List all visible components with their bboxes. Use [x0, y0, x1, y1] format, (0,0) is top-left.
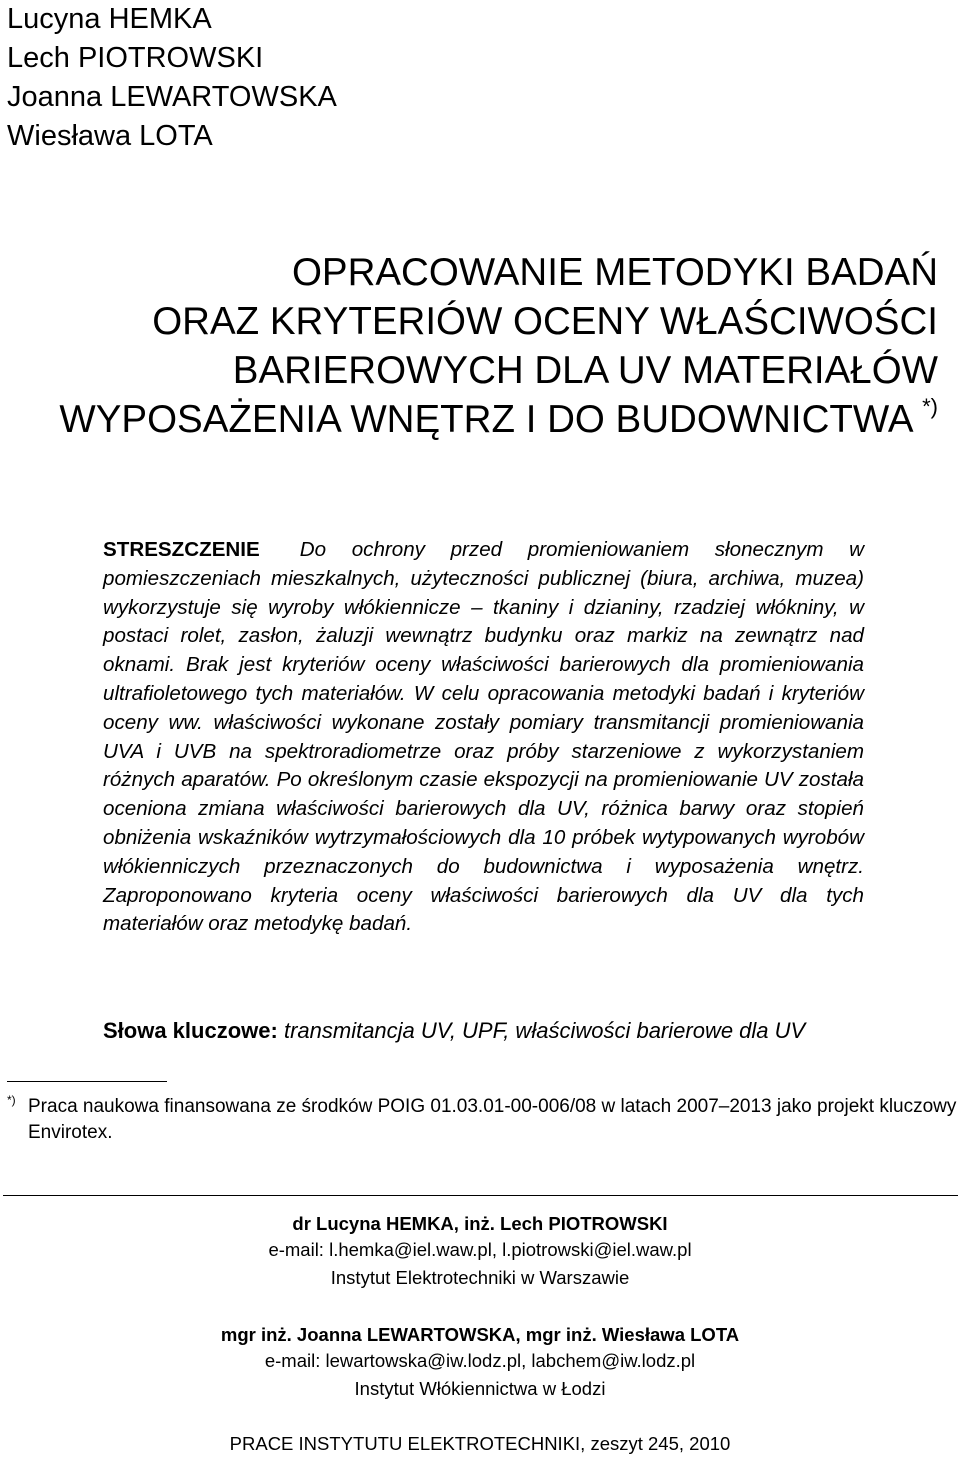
- keywords: [103, 1018, 805, 1044]
- affiliation-divider: [3, 1195, 958, 1196]
- footnote-divider: [7, 1081, 167, 1082]
- keywords-text: transmitancja UV, UPF, właściwości barierowe dla UV: [283, 1018, 806, 1043]
- footnote-mark-text: *): [7, 1093, 16, 1107]
- affiliation-block: [0, 1211, 960, 1291]
- affiliation-email: e-mail: lewartowska@iw.lodz.pl, labchem@iw.lodz.pl: [264, 1350, 696, 1371]
- title-line: BARIEROWYCH DLA UV MATERIAŁÓW: [232, 349, 938, 392]
- affiliation-institute: Instytut Włókiennictwa w Łodzi: [354, 1378, 606, 1399]
- affiliation-names: dr Lucyna HEMKA, inż. Lech PIOTROWSKI: [292, 1213, 668, 1234]
- author-name: Lucyna HEMKA: [7, 3, 212, 35]
- author-name: Lech PIOTROWSKI: [7, 42, 264, 74]
- title-line-text: WYPOSAŻENIA WNĘTRZ I DO BUDOWNICTWA: [59, 398, 912, 441]
- abstract-text-italic: Do ochrony przed promieniowaniem słonecznym w pomieszczeniach mieszkalnych, użyteczności publicznej (biura, archiwa, muzea) wykorzystuje się wyroby włókiennicze – tkaniny i dzianiny, rzadziej włókniny, w postaci rolet, zasłon, żaluzji wewnątrz budynku oraz markiz na zewnątrz nad oknami.: [103, 538, 864, 677]
- abstract-label: STRESZCZENIE: [103, 538, 260, 561]
- title-footnote-mark: *): [922, 394, 938, 419]
- footnote-text: Praca naukowa finansowana ze środków POIG 01.03.01-00-006/08 w latach 2007–2013 jako projekt kluczowy Envirotex.: [28, 1096, 957, 1143]
- abstract-text-continued: Brak jest kryteriów oceny właściwości barierowych dla promieniowania ultrafioletowego tych materiałów. W celu opracowania metodyki badań i kryteriów oceny ww. właściwości wykonane zostały pomiary transmitancji promieniowania UVA i UVB na spektroradiometrze oraz próby starzeniowe z wykorzystaniem różnych aparatów. Po określonym czasie ekspozycji na promieniowanie UV została oceniona zmiana właściwości barierowych dla UV, różnica barwy oraz stopień obniżenia wskaźników wytrzymałościowych dla 10 próbek wytypowanych wyrobów włókienniczych przeznaczonych do budownictwa i wyposażenia wnętrz. Zaproponowano kryteria oceny właściwości barierowych dla UV dla tych materiałów oraz metodykę badań.: [103, 653, 864, 936]
- affiliation-names: mgr inż. Joanna LEWARTOWSKA, mgr inż. Wiesława LOTA: [220, 1324, 740, 1345]
- affiliation-block: [0, 1322, 960, 1402]
- author-list: [7, 0, 337, 156]
- title-line-last: [8, 395, 938, 444]
- author-name: Wiesława LOTA: [7, 120, 213, 152]
- title-line: ORAZ KRYTERIÓW OCENY WŁAŚCIWOŚCI: [152, 300, 938, 343]
- journal-citation: PRACE INSTYTUTU ELEKTROTECHNIKI, zeszyt 245, 2010: [229, 1433, 731, 1454]
- keywords-label: Słowa kluczowe:: [103, 1018, 278, 1043]
- affiliation-email: e-mail: l.hemka@iel.waw.pl, l.piotrowski@iel.waw.pl: [268, 1239, 692, 1260]
- paper-title: [8, 248, 938, 444]
- footnote-mark: [7, 1094, 16, 1120]
- abstract: [103, 536, 864, 939]
- affiliation-institute: Instytut Elektrotechniki w Warszawie: [330, 1267, 630, 1288]
- title-line: OPRACOWANIE METODYKI BADAŃ: [291, 251, 938, 294]
- footnote: [7, 1094, 957, 1146]
- author-name: Joanna LEWARTOWSKA: [7, 81, 337, 113]
